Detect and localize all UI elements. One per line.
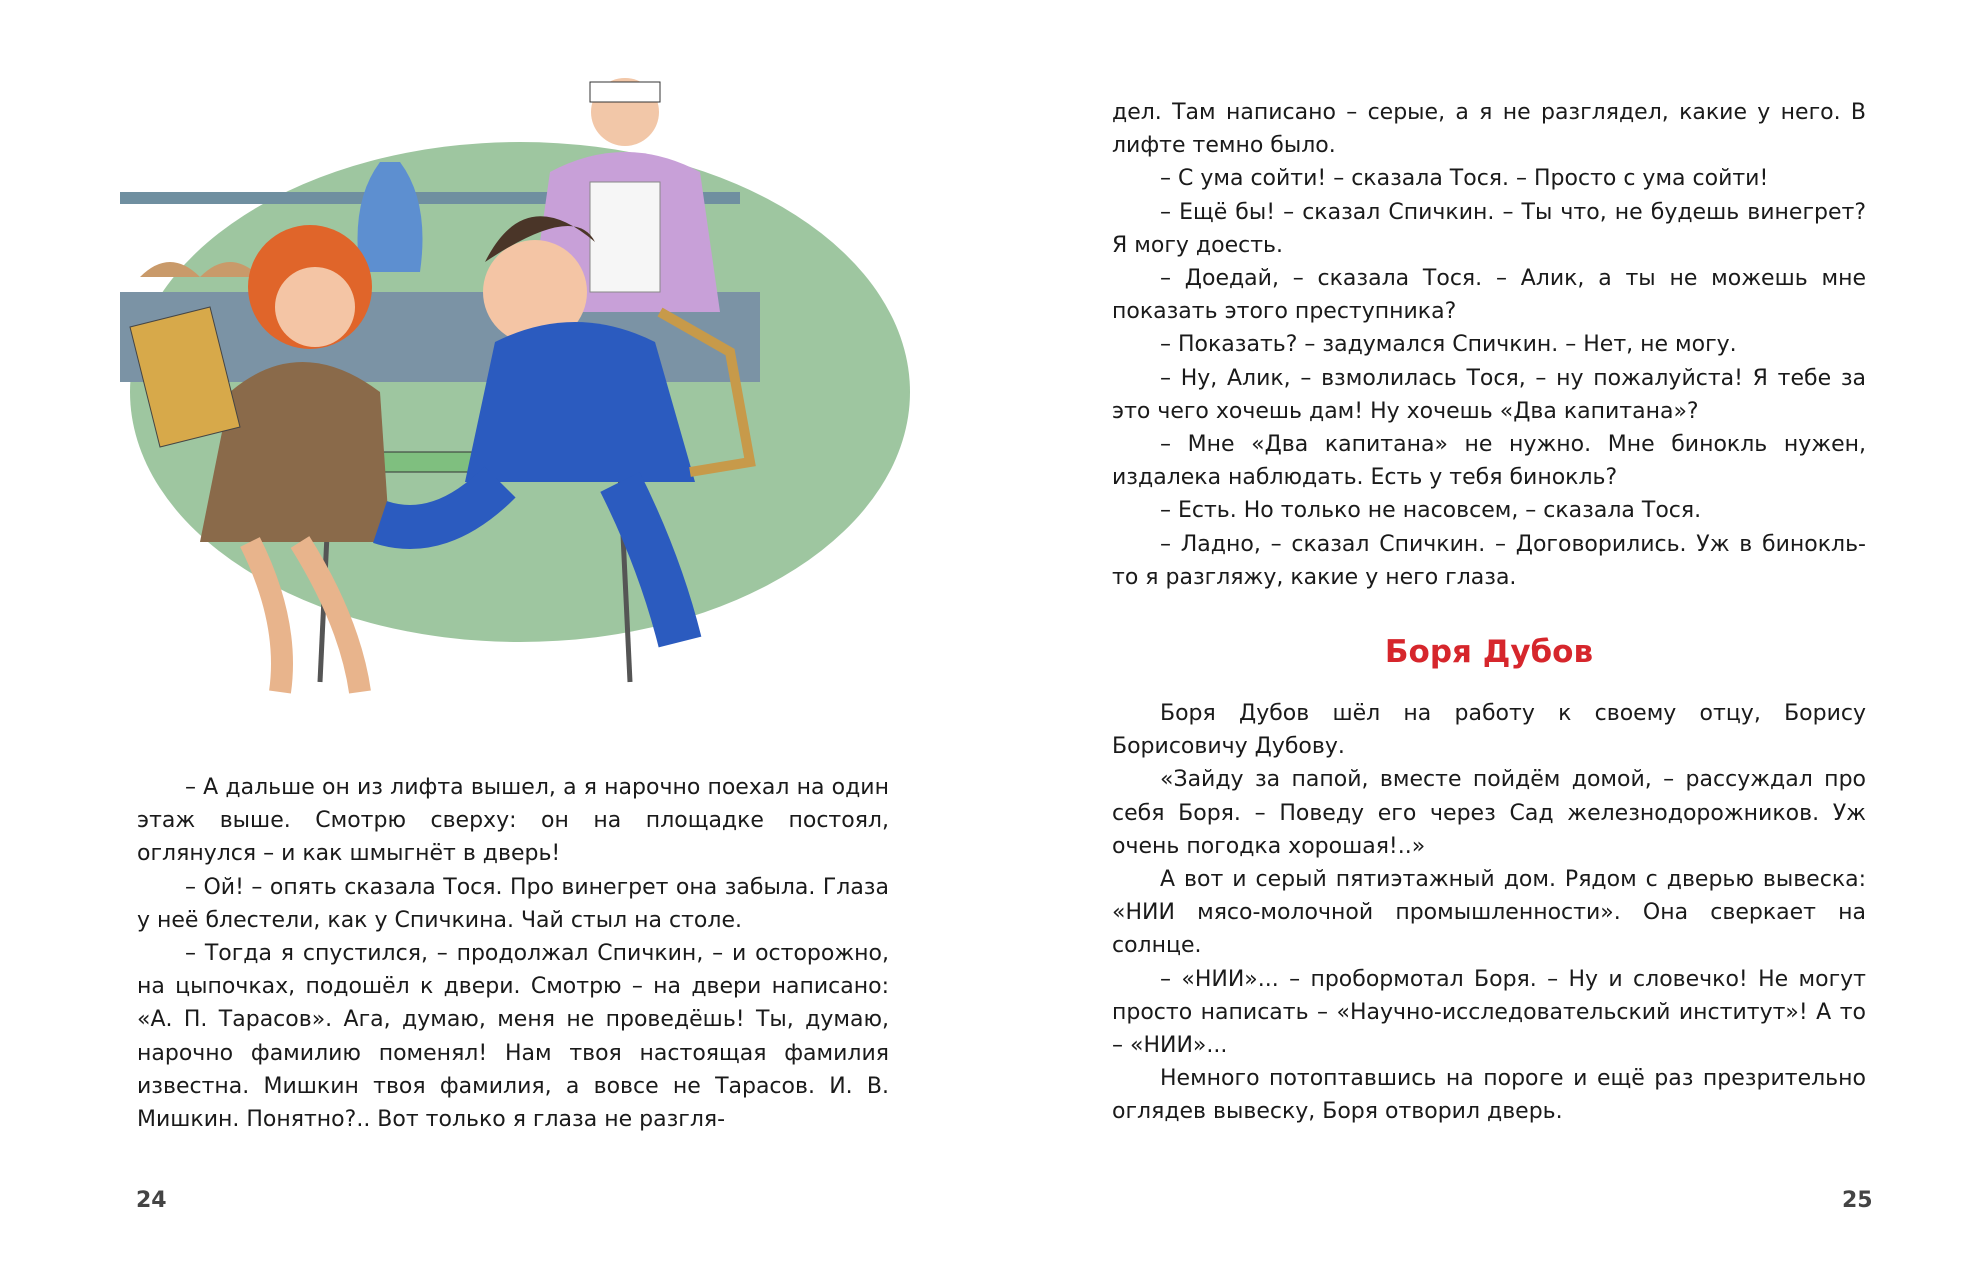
paragraph: – С ума сойти! – сказала Тося. – Просто с ума сойти! xyxy=(1160,166,1769,192)
right-page-text-before xyxy=(1112,96,1866,594)
paragraph: дел. Там написано – серые, а я не разглядел, какие у него. В лифте темно было. xyxy=(1112,100,1866,159)
paragraph: – «НИИ»... – пробормотал Боря. – Ну и словечко! Не могут просто написать – «Научно-исследовательский институт»! А то – «НИИ»... xyxy=(1112,966,1866,1059)
paragraph: – А дальше он из лифта вышел, а я нарочно поехал на один этаж выше. Смотрю сверху: он на площадке постоял, оглянулся – и как шмыгнёт в дверь! xyxy=(137,775,889,867)
paragraph: – Ой! – опять сказала Тося. Про винегрет она забыла. Глаза у неё блестели, как у Спичкина. Чай стыл на столе. xyxy=(137,874,889,933)
paragraph: – Ещё бы! – сказал Спичкин. – Ты что, не будешь винегрет? Я могу доесть. xyxy=(1112,199,1866,258)
paragraph: А вот и серый пятиэтажный дом. Рядом с дверью вывеска: «НИИ мясо-молочной промышленности». Она сверкает на солнце. xyxy=(1112,867,1866,959)
paragraph: Боря Дубов шёл на работу к своему отцу, Борису Борисовичу Дубову. xyxy=(1112,701,1866,760)
paragraph: – Показать? – задумался Спичкин. – Нет, не могу. xyxy=(1160,332,1737,358)
paragraph: – Ладно, – сказал Спичкин. – Договорились. Уж в бинокль-то я разгляжу, какие у него глаза. xyxy=(1112,531,1866,590)
paragraph: – Ну, Алик, – взмолилась Тося, – ну пожалуйста! Я тебе за это чего хочешь дам! Ну хочешь «Два капитана»? xyxy=(1112,365,1866,424)
page-number-right: 25 xyxy=(1842,1188,1873,1213)
cafeteria-illustration xyxy=(100,62,940,732)
paragraph: «Зайду за папой, вместе пойдём домой, – рассуждал про себя Боря. – Поведу его через Сад железнодорожников. Уж очень погодка хорошая!..» xyxy=(1112,767,1866,859)
paragraph: Немного потоптавшись на пороге и ещё раз презрительно оглядев вывеску, Боря отворил дверь. xyxy=(1112,1066,1866,1125)
paragraph: – Доедай, – сказала Тося. – Алик, а ты не можешь мне показать этого преступника? xyxy=(1112,266,1866,325)
chapter-title: Боря Дубов xyxy=(1384,634,1594,670)
page-number-left: 24 xyxy=(136,1188,167,1213)
paragraph: – Тогда я спустился, – продолжал Спичкин, – и осторожно, на цыпочках, подошёл к двери. Смотрю – на двери написано: «А. П. Тарасов». Ага, думаю, меня не проведёшь! Ты, думаю, нарочно фамилию поменял! Нам твоя настоящая фамилия известна. Мишкин твоя фамилия, а вовсе не Тарасов. И. В. Мишкин. Понятно?.. Вот только я глаза не разгля- xyxy=(137,941,889,1133)
left-page-text xyxy=(137,771,889,1136)
paragraph: – Есть. Но только не насовсем, – сказала Тося. xyxy=(1160,498,1702,524)
right-page xyxy=(992,0,1984,1270)
paragraph: – Мне «Два капитана» не нужно. Мне бинокль нужен, издалека наблюдать. Есть у тебя бинокль? xyxy=(1112,432,1866,491)
right-page-text-after xyxy=(1112,697,1866,1129)
